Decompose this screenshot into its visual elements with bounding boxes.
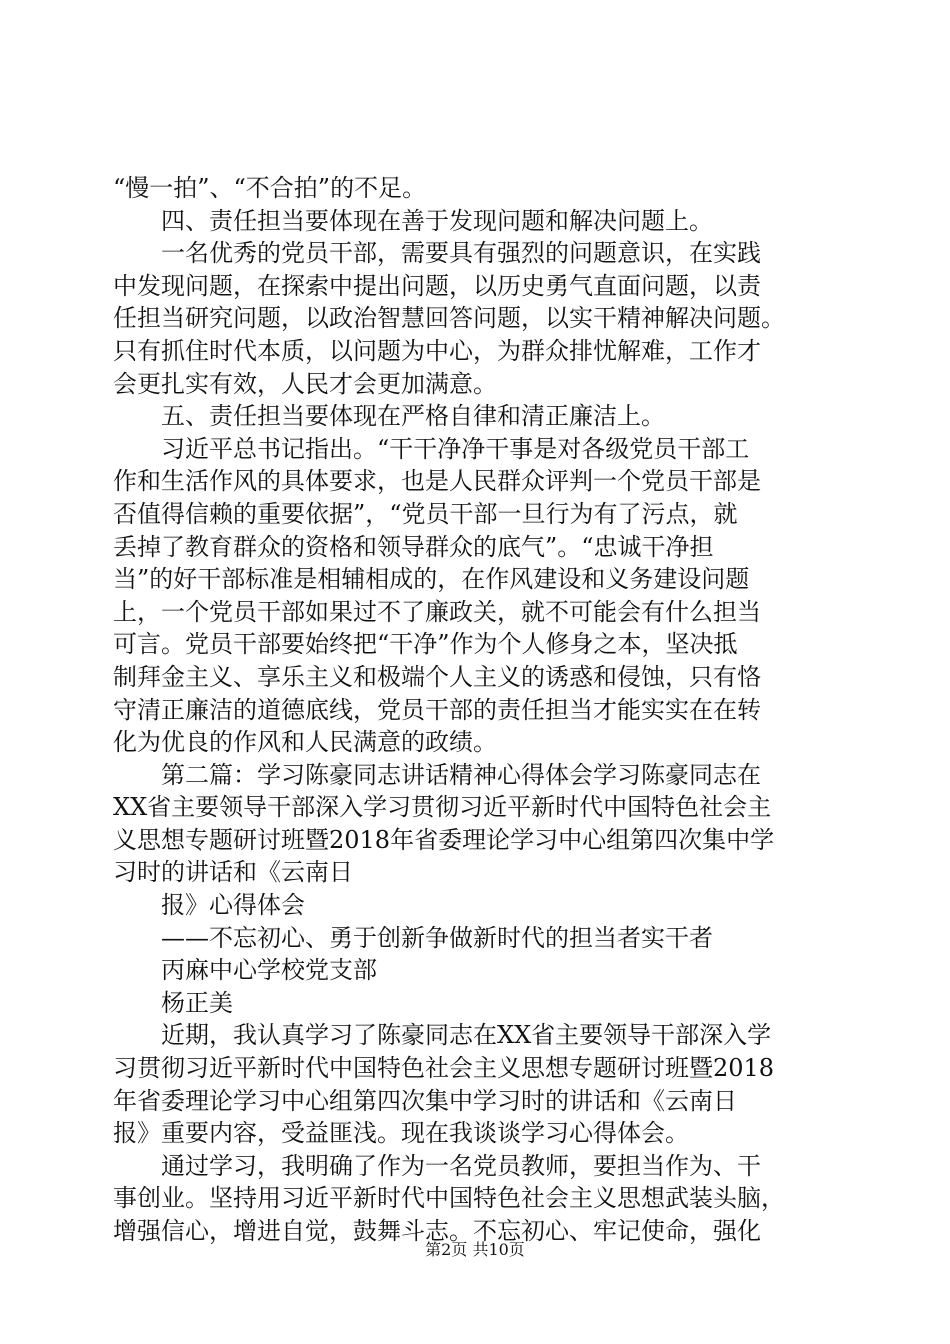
text-line: 通过学习，我明确了作为一名党员教师，要担当作为、干 [161,1151,761,1180]
text-line: 年省委理论学习中心组第四次集中学习时的讲话和《云南日 [113,1086,737,1115]
text-line: 报》心得体会 [161,891,305,920]
text-line: 会更扎实有效，人民才会更加满意。 [113,369,497,398]
text-line: 习贯彻习近平新时代中国特色社会主义思想专题研讨班暨2018 [113,1054,775,1083]
text-line: 可言。党员干部要始终把“干净”作为个人修身之本，坚决抵 [113,630,738,659]
document-body [113,172,843,1248]
chapter-heading: 第二篇：学习陈豪同志讲话精神心得体会学习陈豪同志在 [161,760,761,789]
text-line: 中发现问题，在探索中提出问题，以历史勇气直面问题，以责 [113,271,761,300]
text-line: 丢掉了教育群众的资格和领导群众的底气”。“忠诚干净担 [113,532,714,561]
text-line: XX省主要领导干部深入学习贯彻习近平新时代中国特色社会主 [113,793,772,822]
text-line: 事创业。坚持用习近平新时代中国特色社会主义思想武装头脑， [113,1184,785,1213]
page-number-footer: 第2页 共10页 [425,1240,525,1259]
text-line: 否值得信赖的重要依据”，“党员干部一旦行为有了污点，就 [113,499,738,528]
text-line: 化为优良的作风和人民满意的政绩。 [113,728,497,757]
author-organization: 丙麻中心学校党支部 [161,956,377,985]
author-name: 杨正美 [161,988,233,1017]
text-line: 近期，我认真学习了陈豪同志在XX省主要领导干部深入学 [161,1021,772,1050]
text-line: 守清正廉洁的道德底线，党员干部的责任担当才能实实在在转 [113,695,761,724]
text-line: 只有抓住时代本质，以问题为中心，为群众排忧解难，工作才 [113,336,761,365]
text-line: 增强信心，增进自觉，鼓舞斗志。不忘初心、牢记使命，强化 [113,1217,761,1245]
section-heading-4: 四、责任担当要体现在善于发现问题和解决问题上。 [161,206,713,235]
text-line: 制拜金主义、享乐主义和极端个人主义的诱惑和侵蚀，只有恪 [113,662,761,691]
text-line: 任担当研究问题，以政治智慧回答问题，以实干精神解决问题。 [113,304,785,333]
text-line: 报》重要内容，受益匪浅。现在我谈谈学习心得体会。 [113,1119,689,1148]
text-line: 习时的讲话和《云南日 [113,858,353,887]
text-line: 作和生活作风的具体要求，也是人民群众评判一个党员干部是 [113,467,761,496]
text-line: 上，一个党员干部如果过不了廉政关，就不可能会有什么担当 [113,597,761,626]
section-heading-5: 五、责任担当要体现在严格自律和清正廉洁上。 [161,402,665,431]
text-line: “慢一拍”、“不合拍”的不足。 [113,174,427,202]
subtitle: ——不忘初心、勇于创新争做新时代的担当者实干者 [161,923,713,952]
text-line: 习近平总书记指出。“干干净净干事是对各级党员干部工 [161,434,750,463]
text-line: 当”的好干部标准是相辅相成的，在作风建设和义务建设问题 [113,565,750,594]
text-line: 一名优秀的党员干部，需要具有强烈的问题意识，在实践 [161,239,761,268]
text-line: 义思想专题研讨班暨2018年省委理论学习中心组第四次集中学 [113,825,775,854]
